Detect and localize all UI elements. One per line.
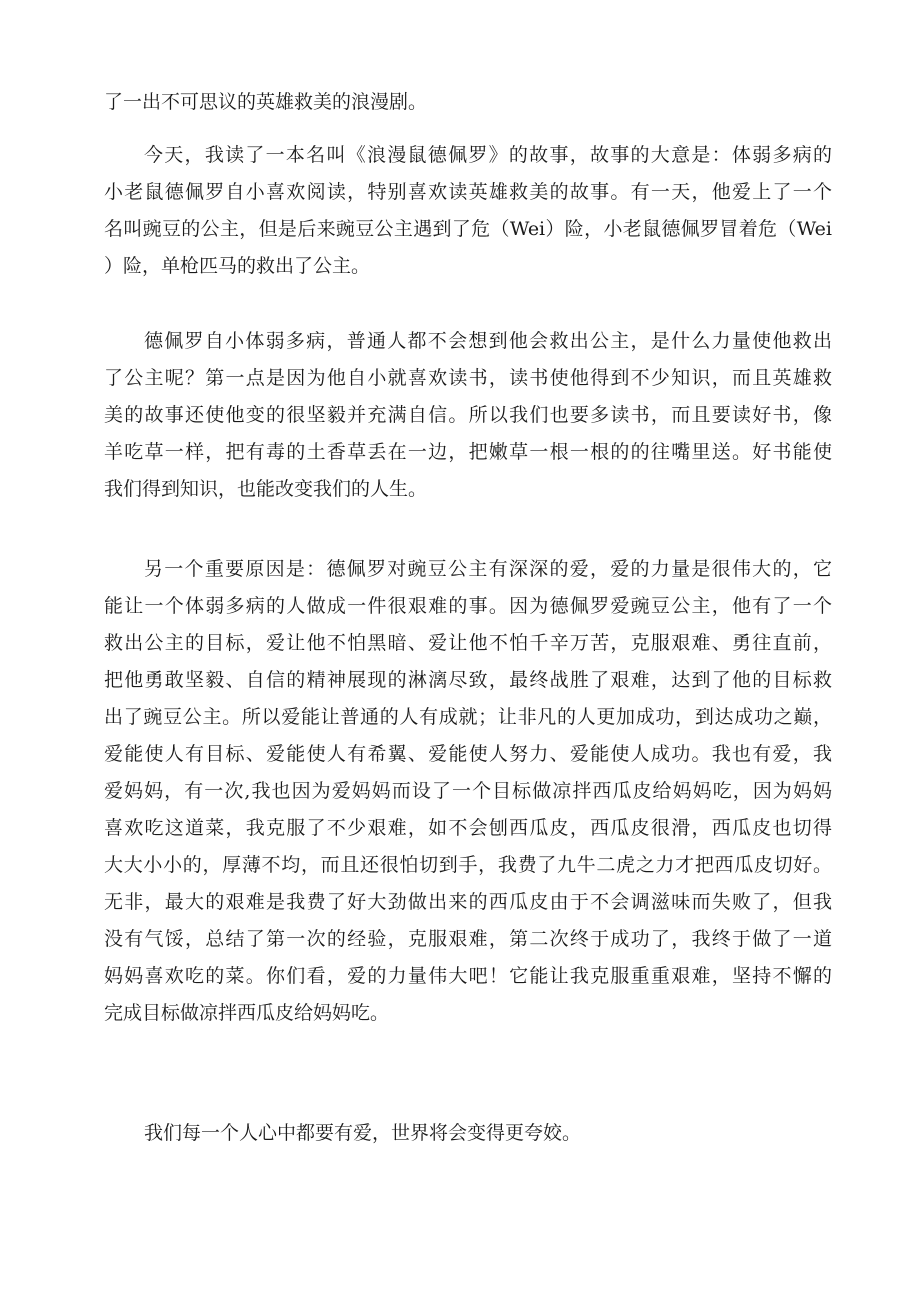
text-line: 出了豌豆公主。所以爱能让普通的人有成就；让非凡的人更加成功，到达成功之巅， [104, 706, 832, 728]
paragraph-conclusion [104, 1115, 832, 1152]
text-line: 德佩罗自小体弱多病，普通人都不会想到他会救出公主，是什么力量使他救出 [144, 330, 832, 352]
text-line: ）险，单枪匹马的救出了公主。 [104, 255, 371, 277]
text-line: 爱能使人有目标、爱能使人有希翼、爱能使人努力、爱能使人成功。我也有爱，我 [104, 743, 832, 765]
text-line: 今天，我读了一本名叫《浪漫鼠德佩罗》的故事，故事的大意是：体弱多病的 [144, 144, 832, 166]
text-line: 我们每一个人心中都要有爱，世界将会变得更夸姣。 [144, 1122, 582, 1144]
text-line: 爱妈妈，有一次,我也因为爱妈妈而设了一个目标做凉拌西瓜皮给妈妈吃，因为妈妈 [104, 780, 832, 802]
text-line: 完成目标做凉拌西瓜皮给妈妈吃。 [104, 1002, 390, 1024]
text-line: 救出公主的目标，爱让他不怕黑暗、爱让他不怕千辛万苦，克服艰难、勇往直前， [104, 632, 832, 654]
text-line: 妈妈喜欢吃的菜。你们看，爱的力量伟大吧！它能让我克服重重艰难，坚持不懈的 [104, 965, 832, 987]
text-line: 把他勇敢坚毅、自信的精神展现的淋漓尽致，最终战胜了艰难，达到了他的目标救 [104, 669, 832, 691]
paragraph-reading [104, 323, 832, 508]
text-line: 羊吃草一样，把有毒的土香草丢在一边，把嫩草一根一根的的往嘴里送。好书能使 [104, 441, 832, 463]
text-line: 能让一个体弱多病的人做成一件很艰难的事。因为德佩罗爱豌豆公主，他有了一个 [104, 595, 832, 617]
text-line: 大大小小的，厚薄不均，而且还很怕切到手，我费了九牛二虎之力才把西瓜皮切好。 [104, 854, 832, 876]
text-line: 无非，最大的艰难是我费了好大劲做出来的西瓜皮由于不会调滋味而失败了，但我 [104, 891, 832, 913]
text-line: 了一出不可思议的英雄救美的浪漫剧。 [104, 91, 428, 113]
text-line: 喜欢吃这道菜，我克服了不少艰难，如不会刨西瓜皮，西瓜皮很滑，西瓜皮也切得 [104, 817, 832, 839]
text-line: 另一个重要原因是：德佩罗对豌豆公主有深深的爱，爱的力量是很伟大的，它 [144, 558, 832, 580]
text-line: 小老鼠德佩罗自小喜欢阅读，特别喜欢读英雄救美的故事。有一天，他爱上了一个 [104, 181, 832, 203]
paragraph-story-summary [104, 137, 832, 285]
text-line: 没有气馁，总结了第一次的经验，克服艰难，第二次终于成功了，我终于做了一道 [104, 928, 832, 950]
paragraph-continuation [104, 84, 832, 121]
text-line: 我们得到知识，也能改变我们的人生。 [104, 478, 428, 500]
text-line: 名叫豌豆的公主，但是后来豌豆公主遇到了危（Wei）险，小老鼠德佩罗冒着危（Wei [104, 218, 832, 240]
text-line: 美的故事还使他变的很坚毅并充满自信。所以我们也要多读书，而且要读好书，像 [104, 404, 832, 426]
text-line: 了公主呢？第一点是因为他自小就喜欢读书，读书使他得到不少知识，而且英雄救 [104, 367, 832, 389]
paragraph-love [104, 551, 832, 1032]
